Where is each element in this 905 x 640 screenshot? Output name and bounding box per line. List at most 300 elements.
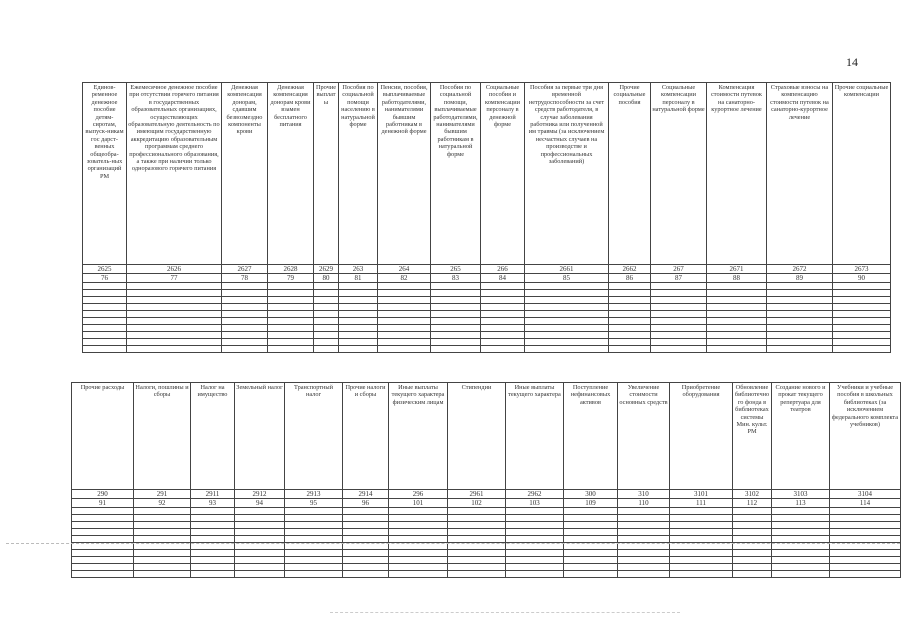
empty-cell	[707, 346, 767, 353]
scan-artifact-line	[6, 543, 900, 544]
code-cell: 2662	[609, 265, 651, 274]
code-cell: 3101	[670, 490, 733, 499]
empty-cell	[83, 290, 127, 297]
code-cell: 266	[481, 265, 525, 274]
empty-cell	[618, 557, 670, 564]
code-cell: 2671	[707, 265, 767, 274]
empty-cell	[448, 522, 506, 529]
empty-cell	[767, 332, 833, 339]
empty-cell	[235, 564, 285, 571]
column-number-cell: 95	[285, 499, 343, 508]
empty-cell	[618, 571, 670, 578]
empty-cell	[339, 290, 378, 297]
code-cell: 2911	[191, 490, 235, 499]
empty-cell	[127, 346, 222, 353]
empty-cell	[481, 339, 525, 346]
empty-cell	[389, 550, 448, 557]
empty-cell	[670, 571, 733, 578]
empty-cell	[651, 311, 707, 318]
empty-cell	[733, 536, 772, 543]
empty-cell	[564, 522, 618, 529]
empty-cell	[767, 311, 833, 318]
empty-cell	[609, 339, 651, 346]
empty-cell	[506, 550, 564, 557]
empty-cell	[670, 557, 733, 564]
empty-cell	[378, 297, 431, 304]
empty-cell	[670, 529, 733, 536]
empty-cell	[670, 564, 733, 571]
empty-cell	[191, 522, 235, 529]
column-header: Пособия по социальной помощи населению в натуральной форме	[339, 83, 378, 265]
empty-cell	[670, 508, 733, 515]
empty-cell	[651, 297, 707, 304]
empty-cell	[830, 522, 901, 529]
empty-cell	[134, 564, 191, 571]
empty-cell	[506, 508, 564, 515]
empty-cell	[285, 550, 343, 557]
empty-cell	[707, 311, 767, 318]
empty-cell	[343, 571, 389, 578]
empty-cell	[609, 283, 651, 290]
empty-cell	[343, 557, 389, 564]
empty-cell	[431, 304, 481, 311]
code-cell: 2912	[235, 490, 285, 499]
empty-cell	[339, 339, 378, 346]
code-cell: 2962	[506, 490, 564, 499]
empty-cell	[378, 311, 431, 318]
empty-row	[83, 325, 891, 332]
empty-cell	[268, 318, 314, 325]
empty-cell	[564, 529, 618, 536]
empty-cell	[525, 304, 609, 311]
empty-cell	[343, 536, 389, 543]
code-cell: 2673	[833, 265, 891, 274]
code-cell: 291	[134, 490, 191, 499]
empty-cell	[339, 311, 378, 318]
empty-cell	[830, 536, 901, 543]
empty-cell	[389, 522, 448, 529]
empty-cell	[707, 325, 767, 332]
empty-cell	[389, 571, 448, 578]
empty-cell	[833, 346, 891, 353]
column-number-cell: 77	[127, 274, 222, 283]
empty-cell	[72, 564, 134, 571]
empty-cell	[564, 550, 618, 557]
empty-cell	[378, 332, 431, 339]
empty-cell	[339, 283, 378, 290]
empty-cell	[772, 522, 830, 529]
empty-cell	[127, 318, 222, 325]
empty-row	[83, 339, 891, 346]
empty-cell	[127, 290, 222, 297]
empty-cell	[609, 311, 651, 318]
empty-cell	[707, 290, 767, 297]
empty-cell	[833, 311, 891, 318]
empty-cell	[506, 564, 564, 571]
column-header: Транспортный налог	[285, 383, 343, 490]
empty-cell	[670, 522, 733, 529]
column-header: Пенсии, пособия, выплачиваемые работодателями, нанимателями бывшим работникам в денежной форме	[378, 83, 431, 265]
empty-cell	[268, 346, 314, 353]
empty-cell	[670, 515, 733, 522]
code-cell: 3104	[830, 490, 901, 499]
empty-cell	[833, 339, 891, 346]
empty-cell	[389, 557, 448, 564]
empty-cell	[618, 515, 670, 522]
empty-cell	[651, 290, 707, 297]
empty-cell	[72, 515, 134, 522]
empty-cell	[609, 290, 651, 297]
empty-cell	[618, 529, 670, 536]
empty-cell	[481, 318, 525, 325]
empty-cell	[707, 283, 767, 290]
empty-cell	[222, 339, 268, 346]
empty-cell	[268, 304, 314, 311]
empty-cell	[431, 332, 481, 339]
column-number-cell: 90	[833, 274, 891, 283]
empty-cell	[134, 508, 191, 515]
empty-cell	[833, 332, 891, 339]
empty-row	[83, 297, 891, 304]
empty-row	[72, 508, 901, 515]
empty-cell	[235, 571, 285, 578]
empty-cell	[83, 332, 127, 339]
empty-cell	[127, 311, 222, 318]
empty-cell	[609, 297, 651, 304]
empty-row	[72, 564, 901, 571]
empty-cell	[830, 515, 901, 522]
top-table	[82, 82, 891, 353]
empty-cell	[651, 325, 707, 332]
empty-row	[72, 571, 901, 578]
empty-cell	[767, 318, 833, 325]
empty-cell	[707, 304, 767, 311]
empty-cell	[707, 297, 767, 304]
empty-cell	[525, 297, 609, 304]
code-cell: 2629	[314, 265, 339, 274]
empty-cell	[448, 550, 506, 557]
column-number-cell: 88	[707, 274, 767, 283]
empty-cell	[285, 529, 343, 536]
empty-cell	[564, 564, 618, 571]
empty-cell	[222, 318, 268, 325]
code-cell: 267	[651, 265, 707, 274]
empty-cell	[431, 325, 481, 332]
empty-cell	[609, 304, 651, 311]
column-number-cell: 91	[72, 499, 134, 508]
empty-row	[72, 515, 901, 522]
empty-cell	[314, 318, 339, 325]
empty-cell	[339, 304, 378, 311]
empty-row	[83, 304, 891, 311]
scan-artifact-line	[330, 612, 680, 613]
column-number-cell: 113	[772, 499, 830, 508]
empty-cell	[389, 508, 448, 515]
code-cell: 263	[339, 265, 378, 274]
column-header: Компенсация стоимости путевок на санаторно-курортное лечение	[707, 83, 767, 265]
empty-cell	[235, 536, 285, 543]
empty-cell	[268, 339, 314, 346]
empty-cell	[431, 283, 481, 290]
empty-cell	[378, 283, 431, 290]
empty-cell	[83, 346, 127, 353]
empty-cell	[191, 536, 235, 543]
column-header: Увеличение стоимости основных средств	[618, 383, 670, 490]
empty-cell	[83, 304, 127, 311]
empty-cell	[314, 325, 339, 332]
empty-cell	[83, 283, 127, 290]
empty-cell	[72, 536, 134, 543]
empty-cell	[343, 508, 389, 515]
column-number-cell: 81	[339, 274, 378, 283]
empty-cell	[134, 557, 191, 564]
empty-cell	[618, 550, 670, 557]
empty-cell	[651, 318, 707, 325]
empty-cell	[830, 564, 901, 571]
empty-cell	[707, 318, 767, 325]
empty-cell	[72, 522, 134, 529]
empty-cell	[830, 508, 901, 515]
empty-cell	[618, 564, 670, 571]
empty-cell	[268, 311, 314, 318]
empty-cell	[285, 557, 343, 564]
code-cell: 2914	[343, 490, 389, 499]
empty-cell	[609, 332, 651, 339]
empty-cell	[506, 557, 564, 564]
empty-cell	[707, 332, 767, 339]
empty-cell	[72, 529, 134, 536]
code-cell: 2913	[285, 490, 343, 499]
empty-cell	[618, 536, 670, 543]
column-header: Прочие расходы	[72, 383, 134, 490]
column-header: Прочие налоги и сборы	[343, 383, 389, 490]
column-header: Прочие социальные компенсации	[833, 83, 891, 265]
empty-cell	[481, 325, 525, 332]
empty-cell	[83, 339, 127, 346]
column-number-cell: 83	[431, 274, 481, 283]
empty-cell	[378, 325, 431, 332]
empty-cell	[772, 536, 830, 543]
empty-cell	[222, 290, 268, 297]
code-cell: 2661	[525, 265, 609, 274]
empty-cell	[339, 297, 378, 304]
empty-cell	[127, 325, 222, 332]
empty-cell	[127, 283, 222, 290]
empty-cell	[235, 515, 285, 522]
empty-cell	[830, 557, 901, 564]
empty-cell	[83, 318, 127, 325]
empty-cell	[222, 332, 268, 339]
empty-cell	[651, 304, 707, 311]
empty-cell	[651, 332, 707, 339]
empty-cell	[339, 318, 378, 325]
code-cell: 2672	[767, 265, 833, 274]
column-number-cell: 87	[651, 274, 707, 283]
empty-cell	[314, 297, 339, 304]
empty-cell	[431, 297, 481, 304]
empty-cell	[525, 339, 609, 346]
empty-cell	[127, 297, 222, 304]
empty-cell	[314, 311, 339, 318]
empty-cell	[733, 557, 772, 564]
empty-cell	[134, 536, 191, 543]
code-cell: 2961	[448, 490, 506, 499]
empty-cell	[83, 311, 127, 318]
column-header: Иные выплаты текущего характера физическим лицам	[389, 383, 448, 490]
column-header: Приобретение оборудования	[670, 383, 733, 490]
column-header: Ежемесячное денежное пособие при отсутствии горячего питания в государственных образовательных организациях, осуществляющих образовательную деятельность по имеющим государственную аккредитацию образовательным программам среднего профессионального образования, а также при наличии только одноразового горячего питания	[127, 83, 222, 265]
empty-row	[72, 522, 901, 529]
empty-cell	[772, 515, 830, 522]
empty-cell	[134, 522, 191, 529]
empty-cell	[343, 529, 389, 536]
column-number-cell: 76	[83, 274, 127, 283]
empty-cell	[285, 515, 343, 522]
column-number-cell: 92	[134, 499, 191, 508]
empty-row	[83, 283, 891, 290]
empty-cell	[191, 529, 235, 536]
column-header: Иные выплаты текущего характера	[506, 383, 564, 490]
column-number-cell: 109	[564, 499, 618, 508]
column-header: Социальные компенсации персоналу в натуральной форме	[651, 83, 707, 265]
empty-cell	[83, 325, 127, 332]
empty-cell	[268, 297, 314, 304]
empty-cell	[378, 346, 431, 353]
empty-cell	[448, 508, 506, 515]
empty-row	[83, 318, 891, 325]
empty-cell	[268, 290, 314, 297]
empty-row	[83, 332, 891, 339]
empty-cell	[235, 550, 285, 557]
column-number-cell: 86	[609, 274, 651, 283]
code-cell: 265	[431, 265, 481, 274]
column-header: Пособия по социальной помощи, выплачиваемые работодателями, нанимателями бывшим работникам в натуральной форме	[431, 83, 481, 265]
empty-cell	[767, 283, 833, 290]
empty-cell	[343, 564, 389, 571]
column-number-cell: 111	[670, 499, 733, 508]
empty-cell	[833, 304, 891, 311]
code-cell: 2625	[83, 265, 127, 274]
empty-cell	[525, 283, 609, 290]
empty-cell	[134, 529, 191, 536]
empty-cell	[525, 290, 609, 297]
empty-cell	[72, 571, 134, 578]
empty-cell	[772, 550, 830, 557]
column-number-cell: 103	[506, 499, 564, 508]
column-header: Денежная компенсация донорам крови взамен бесплатного питания	[268, 83, 314, 265]
empty-cell	[83, 297, 127, 304]
column-number-cell: 93	[191, 499, 235, 508]
empty-cell	[343, 515, 389, 522]
empty-cell	[389, 515, 448, 522]
empty-cell	[733, 529, 772, 536]
empty-cell	[431, 339, 481, 346]
empty-cell	[448, 536, 506, 543]
bottom-table	[71, 382, 901, 578]
column-number-cell: 80	[314, 274, 339, 283]
empty-cell	[431, 346, 481, 353]
empty-cell	[525, 332, 609, 339]
empty-cell	[235, 557, 285, 564]
empty-cell	[339, 346, 378, 353]
empty-row	[72, 536, 901, 543]
code-cell: 3102	[733, 490, 772, 499]
empty-cell	[389, 529, 448, 536]
empty-cell	[378, 290, 431, 297]
empty-cell	[235, 508, 285, 515]
empty-cell	[314, 346, 339, 353]
empty-cell	[448, 529, 506, 536]
empty-cell	[448, 571, 506, 578]
column-number-cell: 84	[481, 274, 525, 283]
empty-cell	[525, 325, 609, 332]
empty-cell	[506, 571, 564, 578]
empty-cell	[389, 564, 448, 571]
empty-cell	[378, 318, 431, 325]
empty-cell	[525, 346, 609, 353]
empty-cell	[830, 550, 901, 557]
empty-cell	[833, 325, 891, 332]
column-number-cell: 94	[235, 499, 285, 508]
empty-cell	[235, 522, 285, 529]
empty-cell	[564, 571, 618, 578]
empty-cell	[564, 536, 618, 543]
code-cell: 300	[564, 490, 618, 499]
empty-cell	[767, 346, 833, 353]
empty-cell	[285, 536, 343, 543]
empty-cell	[314, 304, 339, 311]
empty-cell	[707, 339, 767, 346]
column-number-cell: 112	[733, 499, 772, 508]
empty-cell	[134, 550, 191, 557]
empty-cell	[525, 311, 609, 318]
empty-cell	[268, 332, 314, 339]
empty-cell	[285, 508, 343, 515]
empty-cell	[733, 515, 772, 522]
empty-cell	[830, 571, 901, 578]
column-header: Социальные пособия и компенсации персоналу в денежной форме	[481, 83, 525, 265]
page-number: 14	[846, 55, 858, 69]
empty-cell	[830, 529, 901, 536]
empty-cell	[564, 508, 618, 515]
empty-cell	[772, 571, 830, 578]
empty-cell	[191, 571, 235, 578]
empty-cell	[268, 283, 314, 290]
empty-cell	[285, 564, 343, 571]
column-header: Стипендии	[448, 383, 506, 490]
empty-cell	[222, 311, 268, 318]
empty-cell	[481, 283, 525, 290]
empty-cell	[222, 304, 268, 311]
column-header: Прочие выплаты	[314, 83, 339, 265]
column-header: Налог на имущество	[191, 383, 235, 490]
empty-cell	[609, 318, 651, 325]
empty-cell	[222, 283, 268, 290]
empty-cell	[833, 318, 891, 325]
empty-cell	[127, 339, 222, 346]
column-number-cell: 101	[389, 499, 448, 508]
column-header: Поступление нефинансовых активов	[564, 383, 618, 490]
column-number-cell: 79	[268, 274, 314, 283]
empty-cell	[525, 318, 609, 325]
empty-cell	[389, 536, 448, 543]
empty-row	[83, 346, 891, 353]
empty-cell	[314, 283, 339, 290]
column-header: Единов-ременное денежное пособие детям-сиротам, выпуск-никам гос дарст-венных общеобра-зователь-ных организаций РМ	[83, 83, 127, 265]
empty-cell	[733, 564, 772, 571]
empty-cell	[481, 290, 525, 297]
empty-cell	[772, 508, 830, 515]
